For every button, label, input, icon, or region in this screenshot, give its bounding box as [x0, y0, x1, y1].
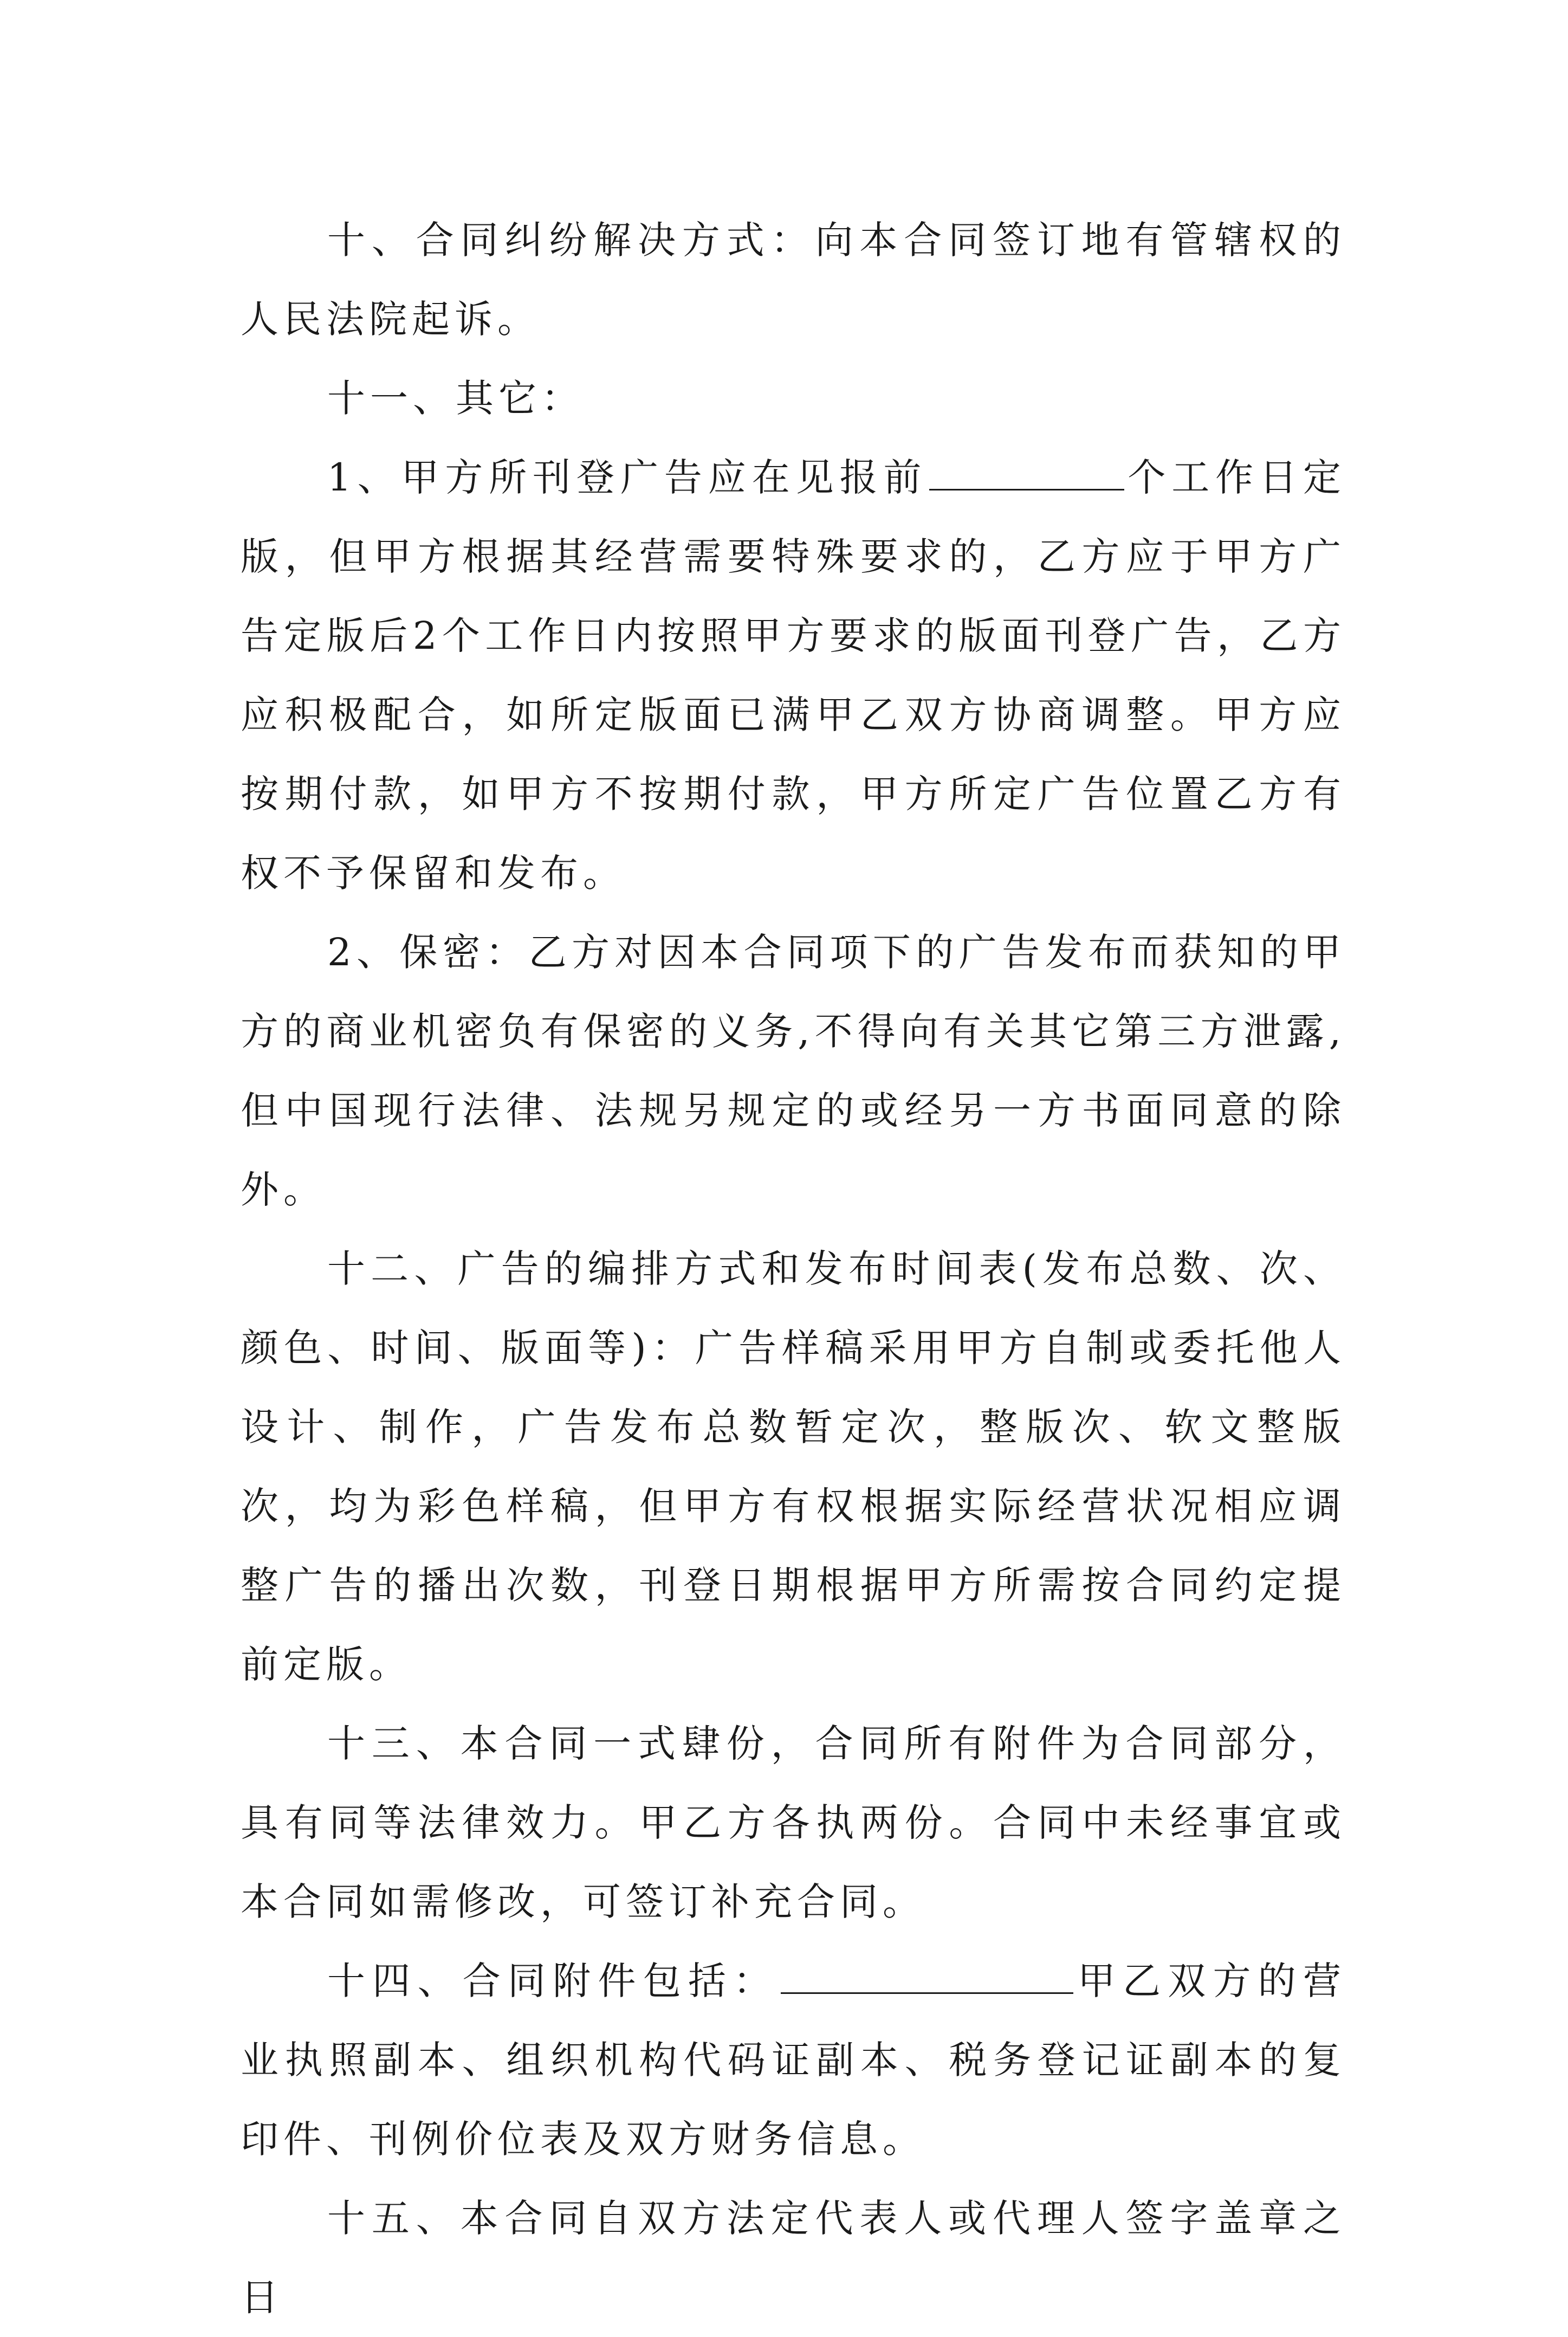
document-body — [241, 201, 1346, 2337]
clause-text: 十三、本合同一式肆份，合同所有附件为合同部分，具有同等法律效力。甲乙方各执两份。合同中未经事宜或本合同如需修改，可签订补充合同。 — [241, 1721, 1346, 1924]
clause-11-item-1 — [241, 438, 1346, 913]
clause-text: 个工作日定版，但甲方根据其经营需要特殊要求的，乙方应于甲方广告定版后2个工作日内按照甲方要求的版面刊登广告，乙方应积极配合，如所定版面已满甲乙双方协商调整。甲方应按期付款，如甲方不按期付款，甲方所定广告位置乙方有权不予保留和发布。 — [241, 455, 1346, 895]
blank-line — [929, 461, 1124, 490]
clause-text: 2、保密：乙方对因本合同项下的广告发布而获知的甲方的商业机密负有保密的义务,不得向有关其它第三方泄露,但中国现行法律、法规另规定的或经另一方书面同意的除外。 — [241, 930, 1346, 1212]
clause-14-attachments — [241, 1941, 1346, 2179]
clause-text: 1、甲方所刊登广告应在见报前 — [327, 455, 928, 500]
clause-11-item-2-confidentiality — [241, 913, 1346, 1229]
clause-text: 十五、本合同自双方法定代表人或代理人签字盖章之日 — [241, 2196, 1346, 2320]
clause-10-dispute-resolution — [241, 201, 1346, 359]
clause-text: 甲乙双方的营业执照副本、组织机构代码证副本、税务登记证副本的复印件、刊例价位表及双方财务信息。 — [241, 1959, 1346, 2161]
clause-12-ad-schedule — [241, 1229, 1346, 1704]
clause-text: 十、合同纠纷解决方式：向本合同签订地有管辖权的人民法院起诉。 — [241, 218, 1346, 341]
clause-text: 十二、广告的编排方式和发布时间表(发布总数、次、颜色、时间、版面等)：广告样稿采用甲方自制或委托他人设计、制作，广告发布总数暂定次，整版次、软文整版次，均为彩色样稿，但甲方有权根据实际经营状况相应调整广告的播出次数，刊登日期根据甲方所需按合同约定提前定版。 — [241, 1247, 1346, 1687]
clause-11-heading — [241, 359, 1346, 438]
clause-15-effective — [241, 2179, 1346, 2337]
clause-13-copies — [241, 1704, 1346, 1941]
clause-text: 十一、其它： — [327, 376, 584, 421]
clause-text: 十四、合同附件包括： — [327, 1959, 779, 2003]
blank-line — [781, 1964, 1073, 1994]
